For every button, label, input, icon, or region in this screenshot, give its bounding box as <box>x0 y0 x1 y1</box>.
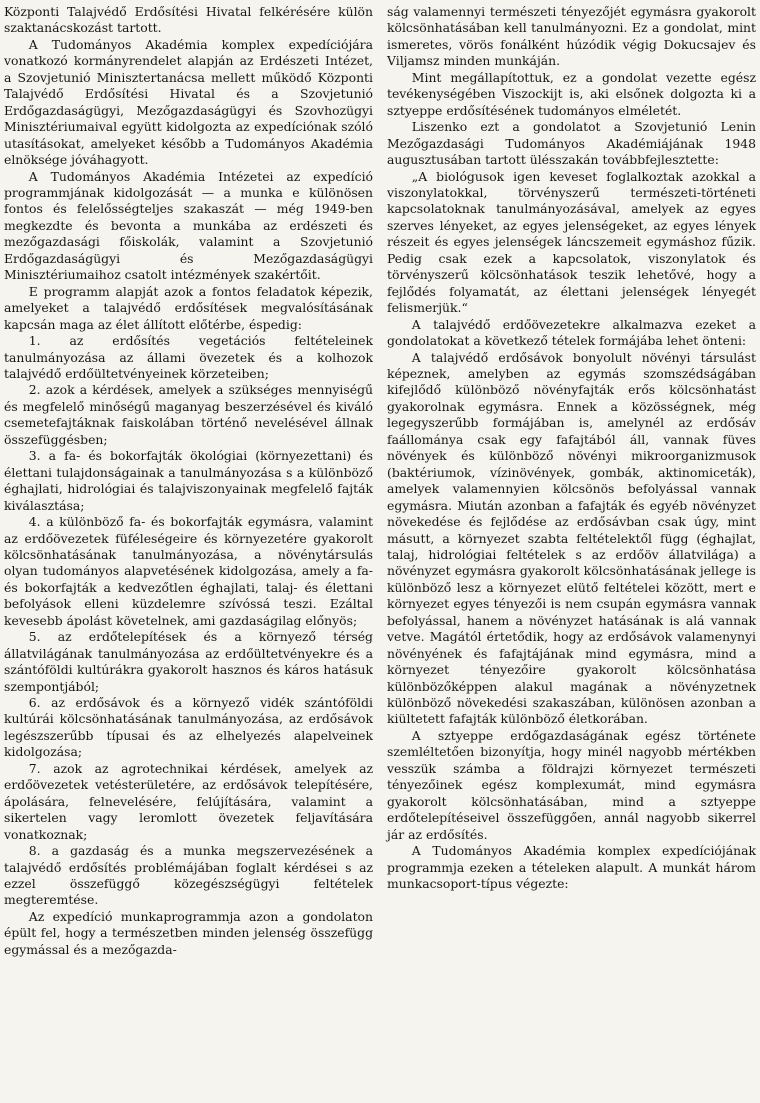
paragraph: 2. azok a kérdések, amelyek a szükséges mennyiségű és megfelelő minőségű maganyag beszerzésével és kiváló csemetefajtáknak faiskolában történő nevelésével állnak összefüggésben; <box>4 382 373 447</box>
paragraph: Liszenko ezt a gondolatot a Szovjetunió Lenin Mezőgazdasági Tudományos Akadémiájának 1948 augusztusában tartott ülésszakán továbbfejlesztette: <box>387 119 756 168</box>
left-text-column <box>4 4 373 1103</box>
paragraph: 8. a gazdaság és a munka megszervezésének a talajvédő erdősítés problémájában foglalt kérdései s az ezzel összefüggő közegészségügyi feltételek megteremtése. <box>4 843 373 908</box>
paragraph: 3. a fa- és bokorfajták ökológiai (környezettani) és élettani tulajdonságainak a tanulmányozása s a különböző éghajlati, hidrológiai és talajviszonyainak megfelelő fajták kiválasztása; <box>4 448 373 513</box>
paragraph: A talajvédő erdősávok bonyolult növényi társulást képeznek, amelyben az egymás szomszédságában kifejlődő különböző növényfajták erős kölcsönhatást gyakorolnak egymásra. Ennek a közösségnek, még legegyszerűbb formájában is, amelynél az erdősáv faállománya csak egy fafajtából áll, vannak füves növények és különböző növényi mikroorganizmusok (baktériumok, vízinövények, gombák, aktinomiceták), amelyek valamennyien kölcsönös befolyással vannak egymásra. Miután azonban a fafajták és egyéb növényzet növekedése és fejlődése az erdősávban csak úgy, mint másutt, a környezet szabta feltételektől függ (éghajlat, talaj, hidrológiai feltételek s az erdőöv állatvilága) a növényzet egymásra gyakorolt kölcsönhatásának jellege is különböző lesz a környezet elütő feltételei között, mert e környezet egyes tényezői is nem csupán egymásra vannak befolyással, hanem a növényzet hatásának is alá vannak vetve. Magától értetődik, hogy az erdősávok valamenynyi növényének és fafajtájának mind egymásra, mind a környezet tényezőire gyakorolt kölcsönhatása különbözőképpen alakul magának a növényzetnek különböző növekedési szakaszában, különösen azonban a kiültetett fafajták különböző életkorában. <box>387 349 756 727</box>
paragraph: Mint megállapítottuk, ez a gondolat vezette egész tevékenységében Viszockijt is, aki elsőnek dolgozta ki a sztyeppe erdősítésének tudományos elméletét. <box>387 69 756 118</box>
paragraph: 6. az erdősávok és a környező vidék szántóföldi kultúrái kölcsönhatásának tanulmányozása, az erdősávok legészszerűbb típusai és az elhelyezés alapelveinek kidolgozása; <box>4 695 373 760</box>
paragraph: 1. az erdősítés vegetációs feltételeinek tanulmányozása az állami övezetek és a kolhozok talajvédő erdőültetvényeinek körzeteiben; <box>4 333 373 381</box>
right-text-column <box>387 4 756 1103</box>
paragraph: A talajvédő erdőövezetekre alkalmazva ezeket a gondolatokat a következő tételek formájába lehet önteni: <box>387 316 756 349</box>
paragraph: Az expedíció munkaprogrammja azon a gondolaton épült fel, hogy a természetben minden jelenség összefügg egymással és a mezőgazda- <box>4 908 373 957</box>
paragraph: A sztyeppe erdőgazdaságának egész története szemléltetően bizonyítja, hogy minél nagyobb mértékben vesszük számba a földrajzi környezet természeti tényezőinek egész komplexumát, mind egymásra gyakorolt kölcsönhatásában, mind a sztyeppe erdőtelepítéseivel összefüggően, annál nagyobb sikerrel jár az erdősítés. <box>387 727 756 842</box>
paragraph: A Tudományos Akadémia komplex expedíciójának programmja ezeken a tételeken alapult. A munkát három munkacsoport-típus végezte: <box>387 843 756 892</box>
paragraph: Központi Talajvédő Erdősítési Hivatal felkérésére külön szaktanácskozást tartott. <box>4 4 373 36</box>
paragraph: ság valamennyi természeti tényezőjét egymásra gyakorolt kölcsönhatásában kell tanulmányozni. Ez a gondolat, mint ismeretes, vörös fonálként húzódik végig Dokucsajev és Viljamsz minden munkáján. <box>387 4 756 69</box>
paragraph: 5. az erdőtelepítések és a környező térség állatvilágának tanulmányozása az erdőültetvényekre és a szántóföldi kultúrákra gyakorolt hasznos és káros hatásuk szempontjából; <box>4 629 373 694</box>
paragraph: E programm alapját azok a fontos feladatok képezik, amelyeket a talajvédő erdősítések megvalósításának kapcsán maga az élet állított előtérbe, éspedig: <box>4 283 373 332</box>
paragraph: 4. a különböző fa- és bokorfajták egymásra, valamint az erdőövezetek füféleségeire és környezetére gyakorolt kölcsönhatásának tanulmányozása, a növénytársulás olyan tudományos alapvetésének kidolgozása, amely a fa- és bokorfajták a kedvezőtlen éghajlati, talaj- és élettani befolyások elleni küzdelemre szívóssá teszi. Ezáltal kevesebb ápolást követelnek, ami gazdaságilag előnyös; <box>4 514 373 628</box>
paragraph: „A biológusok igen keveset foglalkoztak azokkal a viszonylatokkal, törvényszerű természeti-történeti kapcsolatoknak tanulmányozásával, amelyek az egyes szerves lényeket, az egyes jelenségeket, az egyes lények részeit és egyes jelenségek láncszemeit egymáshoz fűzik. Pedig csak ezek a kapcsolatok, viszonylatok és törvényszerű kölcsönhatások teszik lehetővé, hogy a fejlődés folyamatát, az élettani jelenségek lényegét felismerjük.“ <box>387 168 756 316</box>
paragraph: 7. azok az agrotechnikai kérdések, amelyek az erdőövezetek vetésterületére, az erdősávok telepítésére, ápolására, felnevelésére, felújítására, valamint a sikertelen vagy leromlott övezetek feljavítására vonatkoznak; <box>4 760 373 842</box>
paragraph: A Tudományos Akadémia Intézetei az expedíció programmjának kidolgozását — a munka e különösen fontos és felelősségteljes szakaszát — még 1949-ben megkezdte és bevonta a munkába az erdészeti és mezőgazdasági főiskolák, valamint a Szovjetunió Erdőgazdaságügyi és Mezőgazdaságügyi Minisztériumaihoz csatolt intézmények szakértőit. <box>4 168 373 283</box>
paragraph: A Tudományos Akadémia komplex expedíciójára vonatkozó kormányrendelet alapján az Erdészeti Intézet, a Szovjetunió Minisztertanácsa mellett működő Központi Talajvédő Erdősítési Hivatal és a Szovjetunió Erdőgazdaságügyi, Mezőgazdaságügyi és Szovhozügyi Minisztériumaival együtt kidolgozta az expedíciónak szóló utasításokat, amelyeket később a Tudományos Akadémia elnöksége jóváhagyott. <box>4 36 373 168</box>
